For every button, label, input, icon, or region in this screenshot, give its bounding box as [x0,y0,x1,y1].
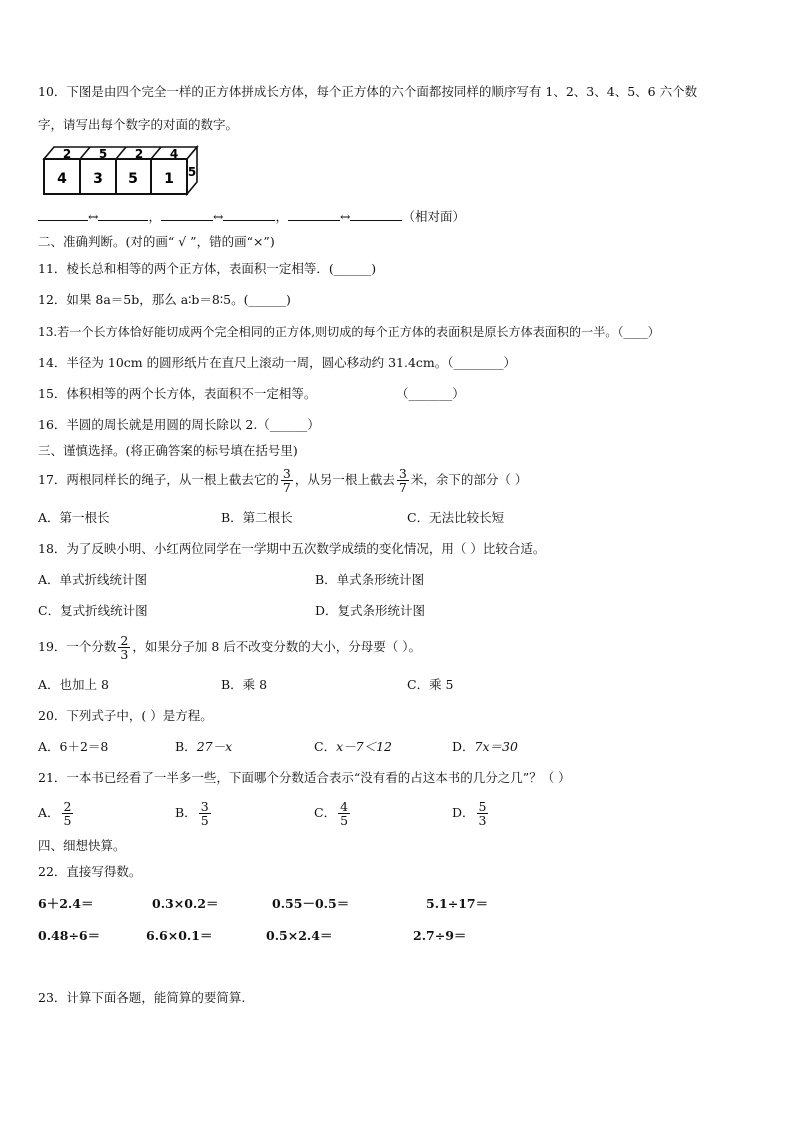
fraction-denominator: 5 [200,813,209,828]
q19-option-a[interactable]: A．也加上 8 [38,677,109,692]
q10-answer-row [38,208,465,225]
fraction [199,800,211,827]
fraction-numerator: 5 [478,799,487,814]
option-label: D． [452,739,475,754]
q19-part: 19．一个分数 [38,639,117,654]
q21-option-d[interactable] [452,796,490,830]
separator: ， [148,209,161,224]
q17-part: 米，余下的部分（ ） [410,472,528,487]
fraction-numerator: 3 [200,799,209,814]
option-expression: 7x＝30 [474,739,518,754]
q12-text: 12．如果 8a＝5b，那么 a∶b＝8∶5。(______) [38,292,291,307]
section-4-title: 四、细想快算。 [38,838,126,853]
fraction-denominator: 5 [340,813,349,828]
fraction-numerator: 3 [282,466,291,481]
cube-front-label: 3 [93,171,103,187]
q19-option-b[interactable]: B．乘 8 [221,677,268,692]
q20-option-a[interactable] [38,739,108,755]
answer-blank[interactable] [98,208,148,221]
fraction [338,800,350,827]
calc-item: 0.48÷6＝ [38,928,101,943]
q18-option-b[interactable]: B．单式条形统计图 [315,572,425,587]
fraction-denominator: 5 [63,813,72,828]
q21-option-c[interactable] [314,796,352,830]
q21-option-b[interactable] [175,796,213,830]
pair-arrow: ↔ [213,209,224,224]
pair-arrow: ↔ [340,209,351,224]
cube-top-label: 5 [98,147,108,161]
q18-option-d[interactable]: D．复式条形统计图 [315,603,426,618]
section-2-title: 二、准确判断。(对的画“ √ ”，错的画“×”) [38,234,275,249]
option-label: B． [175,805,197,820]
q16-text: 16．半圆的周长就是用圆的周长除以 2.（______） [38,417,320,432]
q18-text: 18．为了反映小明、小红两位同学在一学期中五次数学成绩的变化情况，用（ ）比较合适。 [38,541,546,556]
q19-text [38,630,421,664]
cube-side-label: 5 [187,165,197,179]
cube-figure [40,144,210,200]
q20-option-b[interactable] [175,739,232,755]
fraction-denominator: 3 [120,647,129,662]
option-label: D． [452,805,475,820]
option-expression: x－7＜12 [336,739,392,754]
cube-front-label: 1 [164,171,174,187]
q20-option-d[interactable] [452,739,518,755]
q15-text: 15．体积相等的两个长方体，表面积不一定相等。 [38,386,317,401]
q10-text-line1: 10．下图是由四个完全一样的正方体拼成长方体，每个正方体的六个面都按同样的顺序写有 1、2、3、4、5、6 六个数 [38,84,698,99]
answer-blank[interactable] [38,208,88,221]
q15-answer-paren: （_______） [396,386,465,401]
cube-front-label: 4 [57,171,67,187]
fraction-numerator: 2 [120,633,129,648]
calc-item: 0.5×2.4＝ [266,928,333,943]
cube-top-label: 4 [169,147,179,161]
option-label: C． [314,805,337,820]
pair-arrow: ↔ [88,209,99,224]
fraction-numerator: 2 [63,799,72,814]
q10-text-line2: 字，请写出每个数字的对面的数字。 [38,117,239,132]
q21-text: 21．一本书已经看了一半多一些，下面哪个分数适合表示“没有看的占这本书的几分之几”？（ ） [38,770,571,785]
section-3-title: 三、谨慎选择。(将正确答案的标号填在括号里) [38,443,298,458]
separator: ， [275,209,288,224]
fraction [397,467,409,494]
calc-item: 6.6×0.1＝ [146,928,213,943]
q17-text [38,463,527,497]
option-expression: 6＋2＝8 [59,739,109,754]
q11-text: 11．棱长总和相等的两个正方体，表面积一定相等．(______) [38,261,377,276]
q20-text: 20．下列式子中，( ）是方程。 [38,708,213,723]
answer-blank[interactable] [288,208,340,221]
calc-item: 0.3×0.2＝ [152,896,219,911]
q10-suffix: （相对面） [402,209,465,224]
q17-option-c[interactable]: C．无法比较长短 [407,510,505,525]
cube-top-label: 2 [134,147,144,161]
q17-part: 17．两根同样长的绳子，从一根上截去它的 [38,472,279,487]
fraction [477,800,489,827]
q19-option-c[interactable]: C．乘 5 [407,677,454,692]
q17-part: ，从另一根上截去 [294,472,395,487]
fraction-numerator: 3 [398,466,407,481]
cube-top-label: 2 [62,147,72,161]
fraction-denominator: 7 [398,480,407,495]
q19-part: ，如果分子加 8 后不改变分数的大小，分母要（ ）。 [132,639,421,654]
q18-option-c[interactable]: C．复式折线统计图 [38,603,148,618]
option-label: A． [38,805,60,820]
answer-blank[interactable] [350,208,402,221]
fraction [281,467,293,494]
q18-option-a[interactable]: A．单式折线统计图 [38,572,148,587]
option-expression: 27－x [196,739,233,754]
fraction-denominator: 3 [478,813,487,828]
fraction-numerator: 4 [340,799,349,814]
option-label: B． [175,739,197,754]
cube-front-label: 5 [128,171,138,187]
calc-item: 0.55－0.5＝ [272,896,350,911]
q22-text: 22．直接写得数。 [38,864,142,879]
q23-text: 23．计算下面各题，能简算的要简算. [38,990,246,1005]
answer-blank[interactable] [223,208,275,221]
q20-option-c[interactable] [314,739,392,755]
q13-text: 13.若一个长方体恰好能切成两个完全相同的正方体,则切成的每个正方体的表面积是原长方体表面积的一半。（____） [38,325,660,339]
fraction [62,800,74,827]
calc-item: 5.1÷17＝ [426,896,489,911]
answer-blank[interactable] [161,208,213,221]
calc-item: 2.7÷9＝ [413,928,467,943]
q17-option-b[interactable]: B．第二根长 [221,510,293,525]
q17-option-a[interactable]: A．第一根长 [38,510,110,525]
fraction-denominator: 7 [282,480,291,495]
q21-option-a[interactable] [38,796,75,830]
option-label: C． [314,739,337,754]
calc-item: 6＋2.4＝ [38,896,94,911]
option-label: A． [38,739,60,754]
fraction [118,634,130,661]
q14-text: 14．半径为 10cm 的圆形纸片在直尺上滚动一周，圆心移动约 31.4cm。（________） [38,355,517,370]
